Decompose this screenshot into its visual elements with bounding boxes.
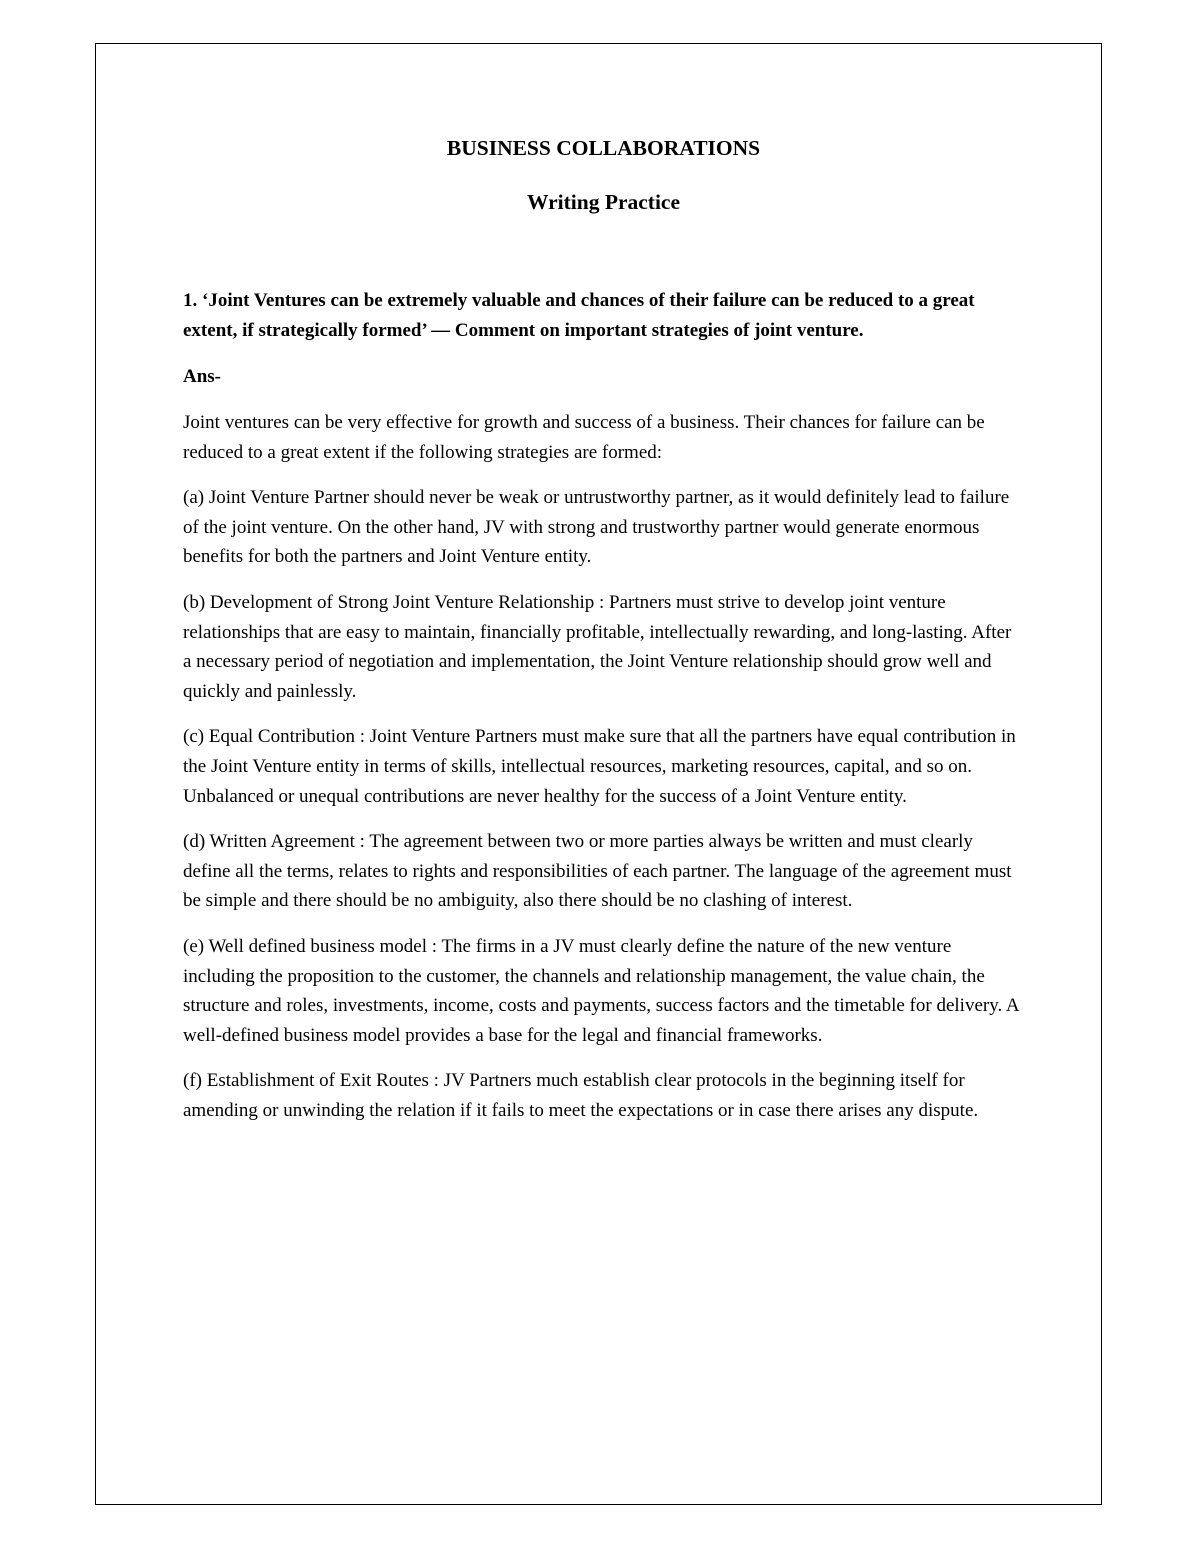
answer-label: Ans- (183, 366, 222, 387)
strategy-point-b: (b) Development of Strong Joint Venture Relationship : Partners must strive to develop joint venture relationships that are easy to maintain, financially profitable, intellectually rewarding, and long-lasting. After a necessary period of negotiation and implementation, the Joint Venture relationship should grow well and quickly and painlessly. (183, 591, 1012, 702)
strategy-point-a: (a) Joint Venture Partner should never be weak or untrustworthy partner, as it would definitely lead to failure of the joint venture. On the other hand, JV with strong and trustworthy partner would generate enormous benefits for both the partners and Joint Venture entity. (183, 487, 1010, 568)
document-body (183, 132, 1023, 1125)
strategy-point-e: (e) Well defined business model : The firms in a JV must clearly define the nature of the new venture including the proposition to the customer, the channels and relationship management, the value chain, the structure and roles, investments, income, costs and payments, success factors and the timetable for delivery. A well-defined business model provides a base for the legal and financial frameworks. (183, 935, 1019, 1046)
strategy-point-c: (c) Equal Contribution : Joint Venture Partners must make sure that all the partners have equal contribution in the Joint Venture entity in terms of skills, intellectual resources, marketing resources, capital, and so on. Unbalanced or unequal contributions are never healthy for the success of a Joint Venture entity. (183, 726, 1016, 807)
document-subtitle: Writing Practice (526, 190, 681, 214)
question-text: 1. ‘Joint Ventures can be extremely valuable and chances of their failure can be reduced to a great extent, if strategically formed’ — Comment on important strategies of joint venture. (183, 290, 975, 341)
document-title: BUSINESS COLLABORATIONS (446, 136, 761, 160)
strategy-point-d: (d) Written Agreement : The agreement between two or more parties always be written and must clearly define all the terms, relates to rights and responsibilities of each partner. The language of the agreement must be simple and there should be no ambiguity, also there should be no clashing of interest. (183, 831, 1012, 912)
strategy-point-f: (f) Establishment of Exit Routes : JV Partners much establish clear protocols in the beginning itself for amending or unwinding the relation if it fails to meet the expectations or in case there arises any dispute. (183, 1070, 979, 1121)
answer-intro: Joint ventures can be very effective for growth and success of a business. Their chances for failure can be reduced to a great extent if the following strategies are formed: (183, 412, 985, 463)
